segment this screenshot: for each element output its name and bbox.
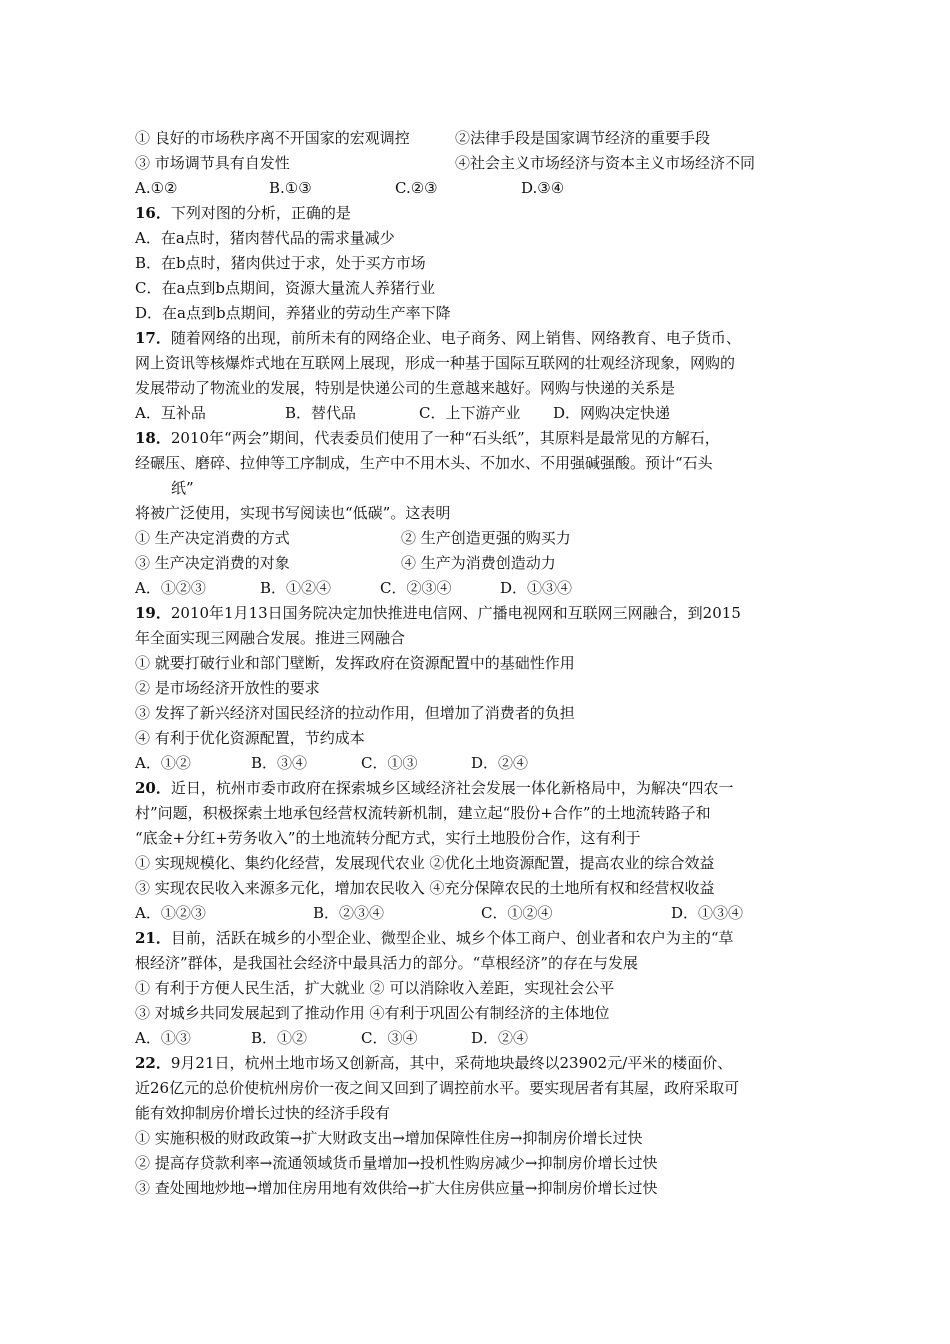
q18-items-row-1 bbox=[135, 526, 825, 551]
q19-item-4: ④ 有利于优化资源配置，节约成本 bbox=[135, 729, 365, 747]
q21-items-row-2: ③ 对城乡共同发展起到了推动作用 ④有利于巩固公有制经济的主体地位 bbox=[135, 1004, 610, 1022]
q15-option-b: B.①③ bbox=[269, 179, 312, 197]
q17-number: 17． bbox=[135, 329, 171, 347]
q18-options bbox=[135, 576, 825, 601]
q19-stem-line-2: 年全面实现三网融合发展。推进三网融合 bbox=[135, 629, 406, 647]
q21-option-a: A．①③ bbox=[135, 1029, 191, 1047]
q22-stem-line-3: 能有效抑制房价增长过快的经济手段有 bbox=[135, 1104, 391, 1122]
q21-option-b: B．①② bbox=[251, 1029, 308, 1047]
q18-number: 18． bbox=[135, 429, 171, 447]
q18-option-a: A．①②③ bbox=[135, 579, 206, 597]
q20-items-row-2: ③ 实现农民收入来源多元化，增加农民收入 ④充分保障农民的土地所有权和经营权收益 bbox=[135, 879, 715, 897]
q20-option-d: D．①③④ bbox=[671, 904, 744, 922]
q19-option-d: D．②④ bbox=[471, 754, 529, 772]
q15-option-d: D.③④ bbox=[521, 179, 565, 197]
q18-option-b: B．①②④ bbox=[260, 579, 332, 597]
exam-page bbox=[135, 126, 825, 1201]
q20-option-a: A．①②③ bbox=[135, 904, 206, 922]
q18-stem-line-3: 纸” bbox=[171, 479, 194, 497]
q21-options bbox=[135, 1026, 825, 1051]
q22-stem-line-2: 近26亿元的总价使杭州房价一夜之间又回到了调控前水平。要实现居者有其屋，政府采取可 bbox=[135, 1079, 740, 1097]
q18-option-c: C．②③④ bbox=[380, 579, 452, 597]
q17-option-a: A．互补品 bbox=[135, 404, 206, 422]
q17-stem-line-2: 网上资讯等核爆炸式地在互联网上展现，形成一种基于国际互联网的壮观经济现象，网购的 bbox=[135, 354, 736, 372]
q16-option-a: A．在a点时，猪肉替代品的需求量减少 bbox=[135, 229, 395, 247]
q21-items-row-1: ① 有利于方便人民生活，扩大就业 ② 可以消除收入差距，实现社会公平 bbox=[135, 979, 615, 997]
q18-stem-line-2: 经碾压、磨碎、拉伸等工序制成，生产中不用木头、不加水、不用强碱强酸。预计“石头 bbox=[135, 454, 713, 472]
q20-options bbox=[135, 901, 825, 926]
q15-items-row-2 bbox=[135, 151, 825, 176]
q19-option-c: C．①③ bbox=[361, 754, 418, 772]
q20-number: 20． bbox=[135, 779, 171, 797]
q21-option-c: C．③④ bbox=[361, 1029, 418, 1047]
q20-items-row-1: ① 实现规模化、集约化经营，发展现代农业 ②优化土地资源配置，提高农业的综合效益 bbox=[135, 854, 715, 872]
q21-option-d: D．②④ bbox=[471, 1029, 529, 1047]
q17-option-d: D．网购决定快递 bbox=[553, 404, 671, 422]
q20-stem-line-3: “底金+分红+劳务收入”的土地流转分配方式，实行土地股份合作，这有利于 bbox=[135, 829, 641, 847]
q21-stem-line-2: 根经济”群体，是我国社会经济中最具活力的部分。“草根经济”的存在与发展 bbox=[135, 954, 639, 972]
q22-stem-line-1 bbox=[135, 1051, 825, 1076]
q15-item-4: ④社会主义市场经济与资本主义市场经济不同 bbox=[455, 154, 756, 172]
q17-option-b: B．替代品 bbox=[285, 404, 357, 422]
q19-item-3: ③ 发挥了新兴经济对国民经济的拉动作用，但增加了消费者的负担 bbox=[135, 704, 575, 722]
q19-option-b: B．③④ bbox=[251, 754, 308, 772]
q22-stem-text-1: 9月21日，杭州土地市场又创新高，其中，采荷地块最终以23902元/平米的楼面价、 bbox=[170, 1054, 733, 1072]
q18-item-3: ③ 生产决定消费的对象 bbox=[135, 554, 290, 572]
q16-stem bbox=[135, 201, 825, 226]
q15-item-2: ②法律手段是国家调节经济的重要手段 bbox=[455, 129, 711, 147]
q19-option-a: A．①② bbox=[135, 754, 191, 772]
q19-item-1: ① 就要打破行业和部门壁断，发挥政府在资源配置中的基础性作用 bbox=[135, 654, 575, 672]
q18-item-4: ④ 生产为消费创造动力 bbox=[401, 554, 556, 572]
q21-stem-line-1 bbox=[135, 926, 825, 951]
q20-option-b: B．②③④ bbox=[313, 904, 385, 922]
q15-item-1: ① 良好的市场秩序离不开国家的宏观调控 bbox=[135, 129, 410, 147]
q18-item-1: ① 生产决定消费的方式 bbox=[135, 529, 290, 547]
q19-number: 19． bbox=[135, 604, 171, 622]
q21-stem-text-1: 目前，活跃在城乡的小型企业、微型企业、城乡个体工商户、创业者和农户为主的“草 bbox=[170, 929, 734, 947]
q17-stem-text-1: 随着网络的出现，前所未有的网络企业、电子商务、网上销售、网络教育、电子货币、 bbox=[170, 329, 741, 347]
q15-items-row-1 bbox=[135, 126, 825, 151]
q19-options bbox=[135, 751, 825, 776]
q16-number: 16． bbox=[135, 204, 171, 222]
q15-item-3: ③ 市场调节具有自发性 bbox=[135, 154, 290, 172]
q17-options bbox=[135, 401, 825, 426]
q22-item-1: ① 实施积极的财政政策→扩大财政支出→增加保障性住房→抑制房价增长过快 bbox=[135, 1129, 643, 1147]
q18-item-2: ② 生产创造更强的购买力 bbox=[401, 529, 571, 547]
q16-stem-text: 下列对图的分析，正确的是 bbox=[170, 204, 351, 222]
q16-option-d: D．在a点到b点期间，养猪业的劳动生产率下降 bbox=[135, 304, 451, 322]
q18-stem-text-1: 2010年“两会”期间，代表委员们使用了一种“石头纸”，其原料是最常见的方解石， bbox=[170, 429, 720, 447]
q16-option-c: C．在a点到b点期间，资源大量流人养猪行业 bbox=[135, 279, 436, 297]
q19-stem-line-1 bbox=[135, 601, 825, 626]
q18-option-d: D．①③④ bbox=[500, 579, 573, 597]
q16-option-b: B．在b点时，猪肉供过于求，处于买方市场 bbox=[135, 254, 426, 272]
q15-option-c: C.②③ bbox=[395, 179, 438, 197]
q22-item-3: ③ 查处囤地炒地→增加住房用地有效供给→扩大住房供应量→抑制房价增长过快 bbox=[135, 1179, 658, 1197]
q18-items-row-2 bbox=[135, 551, 825, 576]
q17-option-c: C．上下游产业 bbox=[419, 404, 521, 422]
q18-stem-line-4: 将被广泛使用，实现书写阅读也“低碳”。这表明 bbox=[135, 504, 451, 522]
q19-item-2: ② 是市场经济开放性的要求 bbox=[135, 679, 320, 697]
q20-stem-line-2: 村”问题，积极探索土地承包经营权流转新机制，建立起“股份+合作”的土地流转路子和 bbox=[135, 804, 711, 822]
q20-option-c: C．①②④ bbox=[481, 904, 553, 922]
q20-stem-text-1: 近日，杭州市委市政府在探索城乡区域经济社会发展一体化新格局中，为解决“四农一 bbox=[170, 779, 734, 797]
q22-number: 22． bbox=[135, 1054, 171, 1072]
q20-stem-line-1 bbox=[135, 776, 825, 801]
q22-item-2: ② 提高存贷款利率→流通领域货币量增加→投机性购房减少→抑制房价增长过快 bbox=[135, 1154, 658, 1172]
q18-stem-line-1 bbox=[135, 426, 825, 451]
q17-stem-line-3: 发展带动了物流业的发展，特别是快递公司的生意越来越好。网购与快递的关系是 bbox=[135, 379, 676, 397]
q15-option-a: A.①② bbox=[135, 179, 178, 197]
q21-number: 21． bbox=[135, 929, 171, 947]
q17-stem-line-1 bbox=[135, 326, 825, 351]
q15-options bbox=[135, 176, 825, 201]
q19-stem-text-1: 2010年1月13日国务院决定加快推进电信网、广播电视网和互联网三网融合，到2015 bbox=[170, 604, 741, 622]
